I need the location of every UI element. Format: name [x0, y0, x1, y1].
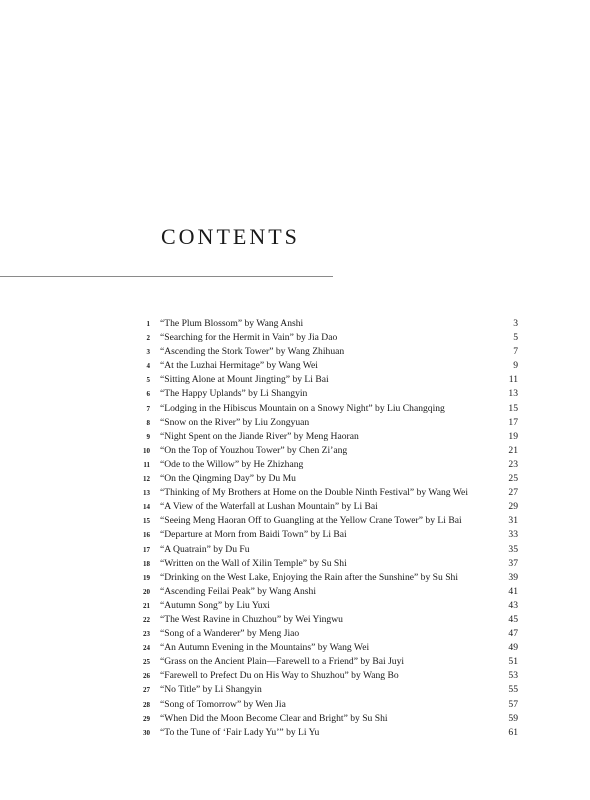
toc-entry[interactable] [0, 571, 590, 585]
toc-entry-number: 19 [143, 573, 150, 582]
toc-entry-page: 5 [513, 332, 518, 344]
toc-entry-title[interactable]: “Ascending Feilai Peak” by Wang Anshi [160, 585, 316, 597]
toc-entry-page: 41 [508, 585, 518, 597]
toc-entry-page: 19 [508, 430, 518, 442]
toc-entry-number: 7 [146, 404, 150, 413]
toc-entry[interactable] [0, 683, 590, 697]
toc-entry-page: 55 [508, 684, 518, 696]
toc-entry-title[interactable]: “Snow on the River” by Liu Zongyuan [160, 416, 310, 428]
toc-entry[interactable] [0, 387, 590, 401]
toc-entry-page: 61 [508, 726, 518, 738]
toc-entry-title[interactable]: “Autumn Song” by Liu Yuxi [160, 599, 270, 611]
toc-entry-number: 8 [146, 418, 150, 427]
toc-entry-page: 33 [508, 529, 518, 541]
toc-entry-page: 37 [508, 557, 518, 569]
toc-entry[interactable] [0, 641, 590, 655]
toc-entry[interactable] [0, 345, 590, 359]
toc-entry-number: 9 [146, 432, 150, 441]
toc-entry-number: 27 [143, 686, 150, 695]
toc-entry-title[interactable]: “Grass on the Ancient Plain—Farewell to a Friend” by Bai Juyi [160, 656, 405, 668]
toc-entry-page: 29 [508, 501, 518, 513]
toc-entry[interactable] [0, 458, 590, 472]
toc-entry-title[interactable]: “Ode to the Willow” by He Zhizhang [160, 458, 304, 470]
toc-entry-number: 29 [143, 714, 150, 723]
toc-entry-title[interactable]: “Written on the Wall of Xilin Temple” by Su Shi [160, 557, 347, 569]
toc-entry-title[interactable]: “Drinking on the West Lake, Enjoying the Rain after the Sunshine” by Su Shi [160, 571, 459, 583]
page-title: CONTENTS [161, 224, 300, 249]
toc-entry-title[interactable]: “When Did the Moon Become Clear and Bright” by Su Shi [160, 712, 388, 724]
toc-entry-number: 12 [143, 475, 150, 484]
toc-entry-number: 28 [143, 700, 150, 709]
toc-entry-page: 59 [508, 712, 518, 724]
toc-entry-title[interactable]: “Lodging in the Hibiscus Mountain on a Snowy Night” by Liu Changqing [160, 402, 445, 414]
toc-entry-title[interactable]: “Searching for the Hermit in Vain” by Jia Dao [160, 332, 338, 344]
toc-entry-page: 23 [508, 458, 518, 470]
toc-entry-number: 22 [143, 615, 150, 624]
toc-entry-page: 9 [513, 360, 518, 372]
title-divider [0, 276, 333, 277]
toc-entry-number: 13 [143, 489, 150, 498]
toc-entry-page: 31 [508, 515, 518, 527]
toc-entry-title[interactable]: “The West Ravine in Chuzhou” by Wei Yingwu [160, 613, 343, 625]
toc-entry-number: 23 [143, 630, 150, 639]
toc-entry-title[interactable]: “The Plum Blossom” by Wang Anshi [160, 318, 304, 329]
toc-entry[interactable] [0, 528, 590, 542]
toc-entry[interactable] [0, 331, 590, 345]
toc-entry[interactable] [0, 472, 590, 486]
toc-entry-title[interactable]: “At the Luzhai Hermitage” by Wang Wei [160, 360, 318, 372]
toc-entry[interactable] [0, 444, 590, 458]
toc-entry-title[interactable]: “No Title” by Li Shangyin [160, 684, 262, 696]
toc-entry[interactable] [0, 373, 590, 387]
table-of-contents [0, 317, 590, 740]
toc-entry[interactable] [0, 557, 590, 571]
toc-entry-page: 43 [508, 599, 518, 611]
toc-entry[interactable] [0, 514, 590, 528]
toc-entry-number: 15 [143, 517, 150, 526]
toc-entry-number: 26 [143, 672, 150, 681]
toc-entry-title[interactable]: “An Autumn Evening in the Mountains” by Wang Wei [160, 642, 370, 654]
toc-entry-page: 15 [508, 402, 518, 414]
toc-entry-number: 18 [143, 559, 150, 568]
toc-entry-page: 3 [513, 318, 518, 329]
toc-entry-title[interactable]: “Song of a Wanderer” by Meng Jiao [160, 628, 300, 640]
toc-entry-page: 25 [508, 473, 518, 485]
toc-entry-number: 25 [143, 658, 150, 667]
toc-entry[interactable] [0, 486, 590, 500]
toc-entry-page: 17 [508, 416, 518, 428]
toc-entry-title[interactable]: “On the Qingming Day” by Du Mu [160, 473, 296, 485]
toc-entry-title[interactable]: “Song of Tomorrow” by Wen Jia [160, 698, 286, 710]
toc-entry[interactable] [0, 359, 590, 373]
toc-entry-number: 6 [146, 390, 150, 399]
toc-entry-page: 21 [508, 444, 518, 456]
toc-entry[interactable] [0, 613, 590, 627]
toc-entry-title[interactable]: “Seeing Meng Haoran Off to Guangling at the Yellow Crane Tower” by Li Bai [160, 515, 462, 527]
toc-entry-number: 20 [143, 587, 150, 596]
toc-entry-title[interactable]: “Farewell to Prefect Du on His Way to Shuzhou” by Wang Bo [160, 670, 399, 682]
toc-entry-number: 4 [146, 362, 150, 371]
toc-entry[interactable] [0, 585, 590, 599]
toc-entry-title[interactable]: “A View of the Waterfall at Lushan Mountain” by Li Bai [160, 501, 378, 513]
toc-entry-number: 17 [143, 545, 150, 554]
toc-entry-page: 39 [508, 571, 518, 583]
toc-entry-page: 47 [508, 628, 518, 640]
toc-entry[interactable] [0, 669, 590, 683]
toc-entry-page: 11 [508, 374, 518, 386]
toc-entry[interactable] [0, 726, 590, 740]
toc-entry-number: 5 [146, 376, 150, 385]
toc-entry-title[interactable]: “Departure at Morn from Baidi Town” by Li Bai [160, 529, 347, 541]
toc-entry[interactable] [0, 599, 590, 613]
toc-entry-number: 10 [143, 446, 150, 455]
toc-entry[interactable] [0, 543, 590, 557]
toc-entry-page: 45 [508, 613, 518, 625]
toc-entry-page: 7 [513, 346, 518, 358]
toc-entry-number: 11 [143, 460, 150, 469]
toc-entry-page: 51 [508, 656, 518, 668]
toc-entry[interactable] [0, 500, 590, 514]
toc-entry-title[interactable]: “Sitting Alone at Mount Jingting” by Li Bai [160, 374, 329, 386]
toc-entry-page: 13 [508, 388, 518, 400]
toc-entry[interactable] [0, 712, 590, 726]
toc-entry-title[interactable]: “To the Tune of ‘Fair Lady Yu’” by Li Yu [160, 726, 320, 738]
toc-entry-number: 2 [146, 334, 150, 343]
toc-entry-title[interactable]: “On the Top of Youzhou Tower” by Chen Zi’ang [160, 444, 348, 456]
toc-entry-page: 35 [508, 543, 518, 555]
toc-entry-number: 21 [143, 601, 150, 610]
toc-entry-page: 49 [508, 642, 518, 654]
toc-entry-title[interactable]: “Ascending the Stork Tower” by Wang Zhihuan [160, 346, 345, 358]
toc-entry[interactable] [0, 317, 590, 331]
toc-entry[interactable] [0, 402, 590, 416]
toc-entry-number: 16 [143, 531, 150, 540]
toc-entry-title[interactable]: “A Quatrain” by Du Fu [160, 543, 250, 555]
toc-entry[interactable] [0, 655, 590, 669]
toc-entry-title[interactable]: “The Happy Uplands” by Li Shangyin [160, 388, 308, 400]
toc-entry-number: 30 [143, 728, 150, 737]
toc-entry-page: 57 [508, 698, 518, 710]
toc-entry-number: 24 [143, 644, 150, 653]
toc-entry-number: 14 [143, 503, 150, 512]
toc-entry-page: 27 [508, 487, 518, 499]
toc-entry-number: 1 [146, 320, 150, 328]
toc-entry-number: 3 [146, 348, 150, 357]
toc-entry[interactable] [0, 430, 590, 444]
toc-entry-title[interactable]: “Thinking of My Brothers at Home on the Double Ninth Festival” by Wang Wei [160, 487, 468, 499]
toc-entry[interactable] [0, 698, 590, 712]
toc-entry-title[interactable]: “Night Spent on the Jiande River” by Meng Haoran [160, 430, 359, 442]
toc-entry-page: 53 [508, 670, 518, 682]
toc-entry[interactable] [0, 416, 590, 430]
toc-entry[interactable] [0, 627, 590, 641]
